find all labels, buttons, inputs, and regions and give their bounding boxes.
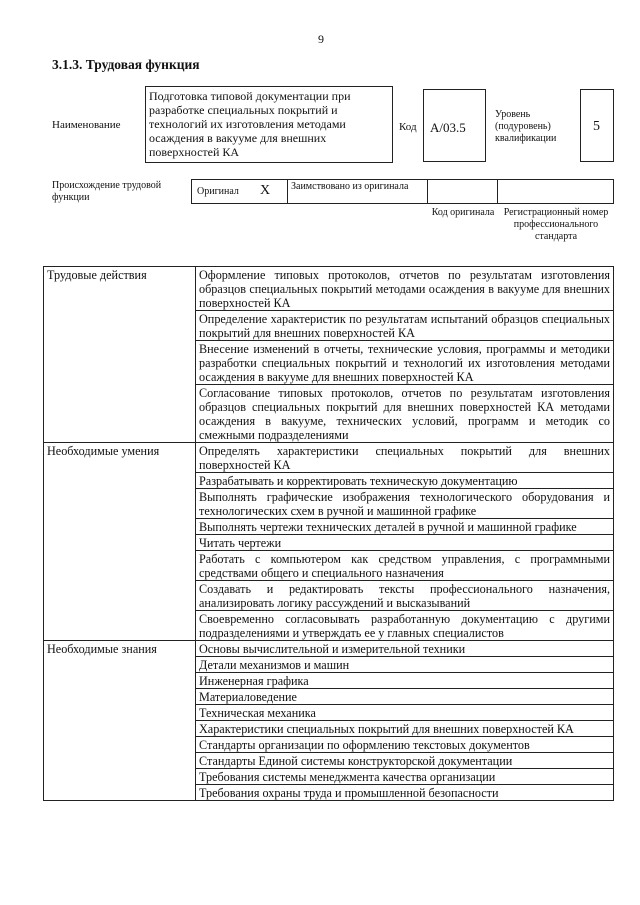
code-original-cell xyxy=(428,180,498,203)
original-mark: X xyxy=(260,183,271,198)
section-heading: 3.1.3. Трудовая функция xyxy=(52,57,200,72)
level-value: 5 xyxy=(593,119,600,134)
origin-table xyxy=(191,179,614,204)
table-row xyxy=(44,267,614,311)
table-cell: Своевременно согласовывать разработанную документацию с другими подразделениями и утверждать ее у главных специалистов xyxy=(196,611,614,641)
level-box xyxy=(580,89,614,162)
table-cell: Создавать и редактировать тексты профессионального назначения, анализировать логику рассуждений и высказываний xyxy=(196,581,614,611)
function-details-table xyxy=(43,266,614,801)
code-value: А/03.5 xyxy=(430,120,466,135)
section-title: Трудовые действия xyxy=(44,267,196,443)
table-cell: Стандарты Единой системы конструкторской документации xyxy=(196,753,614,769)
table-cell: Материаловедение xyxy=(196,689,614,705)
table-cell: Стандарты организации по оформлению текстовых документов xyxy=(196,737,614,753)
reg-number-cell xyxy=(498,180,613,203)
table-cell: Внесение изменений в отчеты, технические условия, программы и методики разработки специальных покрытий и технологий их изготовления методами осаждения в вакууме для внешних поверхностей КА xyxy=(196,341,614,385)
borrowed-cell xyxy=(288,180,428,203)
original-label: Оригинал xyxy=(197,186,239,197)
section-title: Необходимые умения xyxy=(44,443,196,641)
table-cell: Читать чертежи xyxy=(196,535,614,551)
name-label: Наименование xyxy=(52,119,121,131)
table-cell: Детали механизмов и машин xyxy=(196,657,614,673)
table-cell: Работать с компьютером как средством управления, с программными средствами общего и специального назначения xyxy=(196,551,614,581)
table-cell: Оформление типовых протоколов, отчетов по результатам изготовления образцов специальных покрытий методами осаждения в вакууме для внешних поверхностей КА xyxy=(196,267,614,311)
original-cell xyxy=(192,180,288,203)
code-label: Код xyxy=(399,121,417,133)
table-cell: Согласование типовых протоколов, отчетов по результатам изготовления образцов специальных покрытий для внешних поверхностей КА методами осаждения в вакууме, технических условий, программ и методик со смежными подразделениями xyxy=(196,385,614,443)
code-original-caption: Код оригинала xyxy=(431,207,495,218)
table-cell: Выполнять чертежи технических деталей в ручной и машинной графике xyxy=(196,519,614,535)
function-name-box xyxy=(145,86,393,163)
table-cell: Выполнять графические изображения технологического оборудования и технологических схем в ручной и машинной графике xyxy=(196,489,614,519)
table-cell: Требования охраны труда и промышленной безопасности xyxy=(196,785,614,801)
origin-label: Происхождение трудовой функции xyxy=(52,180,162,203)
table-cell: Инженерная графика xyxy=(196,673,614,689)
table-cell: Определять характеристики специальных покрытий для внешних поверхностей КА xyxy=(196,443,614,473)
borrowed-label: Заимствовано из оригинала xyxy=(291,181,409,192)
function-name-value: Подготовка типовой документации при разработке специальных покрытий и технологий их изготовления методами осаждения в вакууме для внешних поверхностей КА xyxy=(149,89,351,159)
table-row xyxy=(44,443,614,473)
table-cell: Характеристики специальных покрытий для внешних поверхностей КА xyxy=(196,721,614,737)
table-cell: Основы вычислительной и измерительной техники xyxy=(196,641,614,657)
section-title: Необходимые знания xyxy=(44,641,196,801)
code-box xyxy=(423,89,486,162)
reg-number-caption: Регистрационный номер профессионального стандарта xyxy=(503,207,609,242)
level-label: Уровень (подуровень) квалификации xyxy=(495,109,557,144)
table-cell: Разрабатывать и корректировать техническую документацию xyxy=(196,473,614,489)
table-cell: Требования системы менеджмента качества организации xyxy=(196,769,614,785)
page-number: 9 xyxy=(318,32,324,46)
table-cell: Определение характеристик по результатам испытаний образцов специальных покрытий для внешних поверхностей КА xyxy=(196,311,614,341)
table-row xyxy=(44,641,614,657)
table-cell: Техническая механика xyxy=(196,705,614,721)
